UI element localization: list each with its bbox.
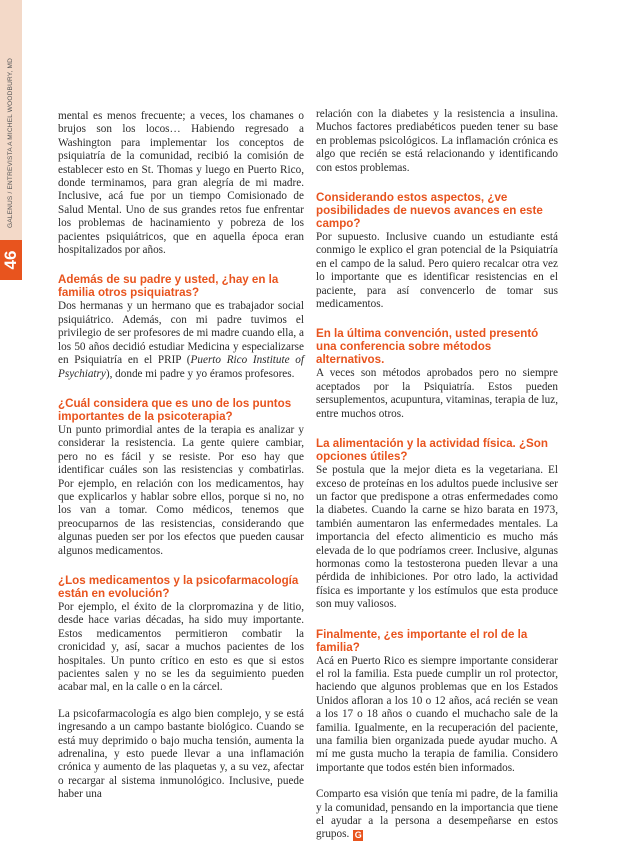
paragraph: mental es menos frecuente; a veces, los chamanes o brujos son los locos… Habiendo regresado a Washington para implementar los conceptos de psiquiatría de la comunidad, recibió la comisión de establecer esto en St. Thomas y luego en Puerto Rico, donde terminamos, para gran alegría de mi madre. Inclusive, acá fue por un tiempo Comisionado de Salud Mental. Uno de sus grandes retos fue enfrentar los problemas de hacinamiento y pobreza de los pacientes psiquiátricos, que en aquella época eran hospitalizados por años.	[58, 110, 304, 257]
right-column	[316, 110, 558, 842]
paragraph: Un punto primordial antes de la terapia es analizar y considerar la resistencia. La gente quiere cambiar, pero no es fácil y se resiste. Por eso hay que identificar cuáles son las resistencias y combatirlas. Por ejemplo, en relación con los medicamentos, hay que explicarlos y hablar sobre ellos, porque si no, no los van a tomar. Como médicos, tenemos que preocuparnos de las resistencias, considerando que algunas pueden ser por los efectos que pueden causar algunos medicamentos.	[58, 423, 304, 557]
question-heading: ¿Cuál considera que es uno de los puntos importantes de la psicoterapia?	[58, 396, 292, 423]
paragraph: Por supuesto. Inclusive cuando un estudiante está conmigo le explico el gran potencial de la Psiquiatría en el campo de la salud. Pero quiero recalcar otra vez lo importante que es identificar resistencias en el paciente, para así convencerlo de tomar sus medicamentos.	[316, 231, 558, 311]
question-heading: ¿Los medicamentos y la psicofarmacología están en evolución?	[58, 573, 299, 600]
question-heading: Además de su padre y usted, ¿hay en la familia otros psiquiatras?	[58, 273, 279, 300]
end-mark-icon: G	[354, 830, 362, 841]
paragraph: Comparto esa visión que tenía mi padre, de la familia y la comunidad, pensando en la importancia que tiene el ayudar a la persona a desempeñarse en estos grupos. G	[316, 788, 558, 841]
paragraph: A veces son métodos aprobados pero no siempre aceptados por la Psiquiatría. Estos pueden sersuplementos, acupuntura, vitaminas, terapia de luz, entre muchos otros.	[316, 367, 559, 420]
question-heading: Finalmente, ¿es importante el rol de la familia?	[316, 627, 528, 654]
paragraph: Dos hermanas y un hermano que es trabajador social psiquiátrico. Además, con mi padre tuvimos el privilegio de ser profesores de mi madre cuando ella, a los 50 años decidió estudiar Medicina y especializarse en Psiquiatría en el PRIP (Puerto Rico Institute of Psychiatry), donde mi padre y yo éramos profesores.	[58, 300, 304, 380]
question-heading: La alimentación y la actividad física. ¿Son opciones útiles?	[316, 437, 548, 464]
paragraph: relación con la diabetes y la resistencia a insulina. Muchos factores prediabéticos pueden tener su base en problemas psicológicos. La inflamación crónica es algo que recién se está relacionando y identificando con estos problemas.	[316, 108, 558, 174]
running-head: GALENUS / ENTREVISTA A MICHEL WOODBURY, MD	[7, 58, 14, 228]
paragraph: Acá en Puerto Rico es siempre importante considerar el rol la familia. Esta puede cumplir un rol protector, haciendo que algunos problemas que en los Estados Unidos afloran a los 10 o 12 años, acá recién se vean a los 17 o 18 años o cuando el muchacho sale de la familia. Igualmente, en la recuperación del paciente, una familia bien organizada puede ayudar mucho. A mí me gusta mucho la terapia de familia. Considero importante que todos estén bien informados.	[316, 654, 558, 774]
question-heading: Considerando estos aspectos, ¿ve posibilidades de nuevos avances en este campo?	[316, 191, 543, 231]
paragraph: La psicofarmacología es algo bien complejo, y se está ingresando a un campo bastante biológico. Cuando se está muy deprimido o bajo mucha tensión, aumenta la adrenalina, y esto puede llevar a una inflamación crónica y aumento de las plaquetas y, a su vez, afectar o recargar al sistema inmunológico. Inclusive, puede haber una	[58, 707, 304, 801]
question-heading: En la última convención, usted presentó una conferencia sobre métodos alternativos.	[316, 327, 539, 367]
paragraph: Se postula que la mejor dieta es la vegetariana. El exceso de proteínas en los adultos puede inclusive ser un factor que predispone a otras enfermedades como la diabetes. Cuando la carne se hizo barata en 1973, también aumentaron las enfermedades mentales. La importancia del efecto alimenticio es mucho más elevada de lo que podríamos creer. Inclusive, algunas hormonas como la testosterona pueden llevar a una pérdida de inhibiciones. Por otro lado, la actividad física es importante y los estímulos que esta produce son muy valiosos.	[316, 464, 558, 611]
left-column	[58, 110, 304, 802]
paragraph: Por ejemplo, el éxito de la clorpromazina y de litio, desde hace varias décadas, ha sido muy importante. Estos medicamentos permitieron combatir la cronicidad y, así, sacar a muchos pacientes de los hospitales. Un punto crítico en esto es que si estos pacientes salen y no se les da seguimiento pueden acabar mal, en la calle o en la cárcel.	[58, 600, 304, 694]
page-number: 46	[1, 250, 20, 270]
